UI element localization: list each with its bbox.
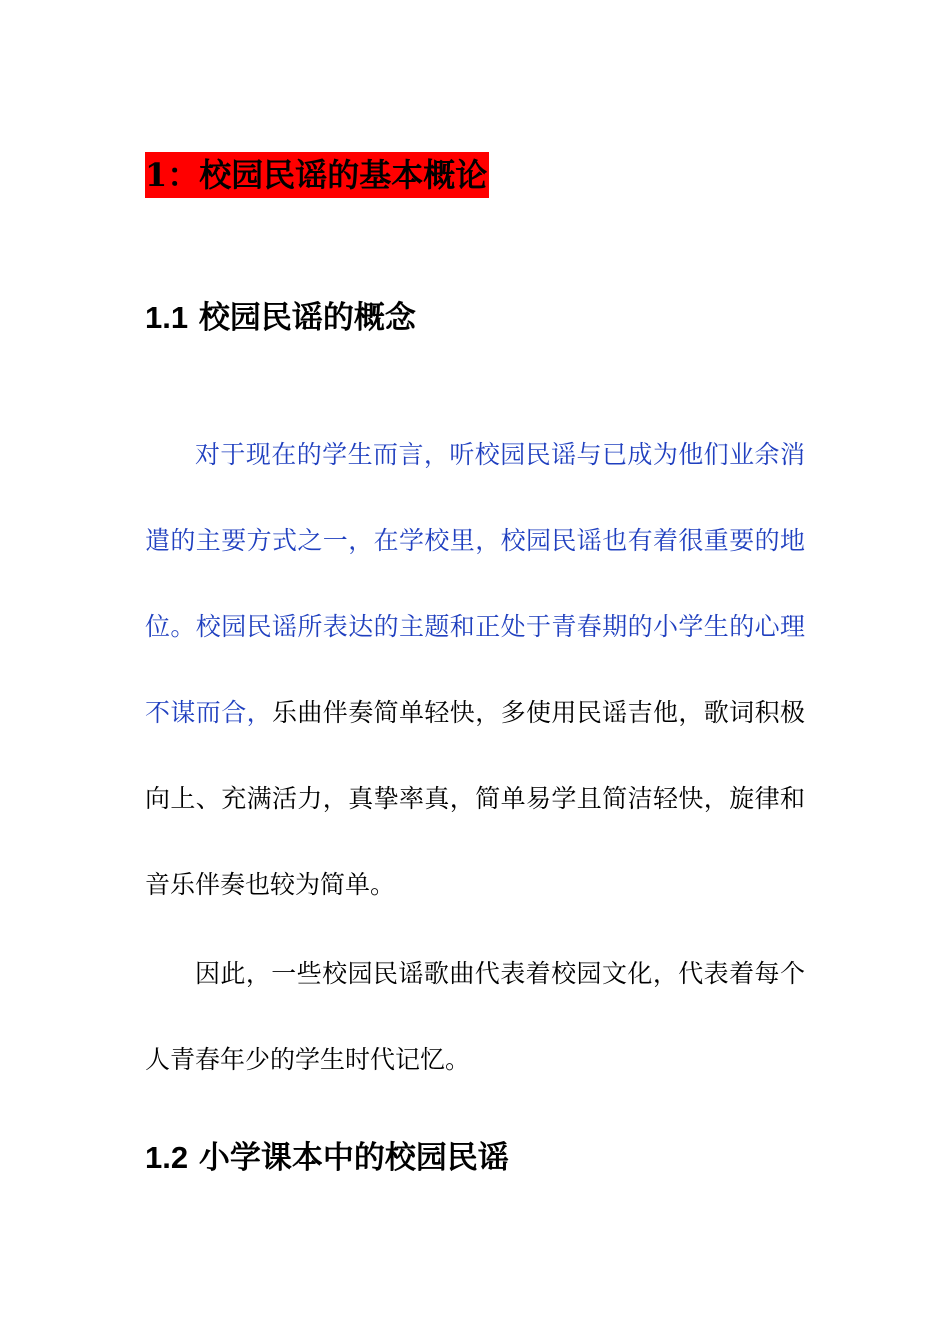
- section-heading-1-1: [145, 296, 416, 340]
- section-number: 1.1: [145, 300, 189, 335]
- section-title: 校园民谣的概念: [198, 300, 416, 336]
- section-heading-1-2: [145, 1136, 509, 1180]
- section-number: 1.2: [145, 1140, 189, 1175]
- body-text: 乐曲伴奏简单轻快，多使用民谣吉他，歌词积极向上、充满活力，真挚率真，简单易学且简洁轻快，旋律和音乐伴奏也较为简单。: [145, 698, 805, 899]
- highlighted-blue-text: 对于现在的学生而言，听校园民谣与已成为他们业余消遣的主要方式之一，在学校里，校园民谣也有着很重要的地位。校园民谣所表达的主题和正处于青春期的小学生的心理不谋而合，: [145, 440, 805, 727]
- section-title: 小学课本中的校园民谣: [198, 1140, 509, 1176]
- body-paragraph-1: [145, 412, 805, 928]
- body-paragraph-2: 因此，一些校园民谣歌曲代表着校园文化，代表着每个人青春年少的学生时代记忆。: [145, 959, 805, 1074]
- main-heading: 1：校园民谣的基本概论: [145, 152, 489, 198]
